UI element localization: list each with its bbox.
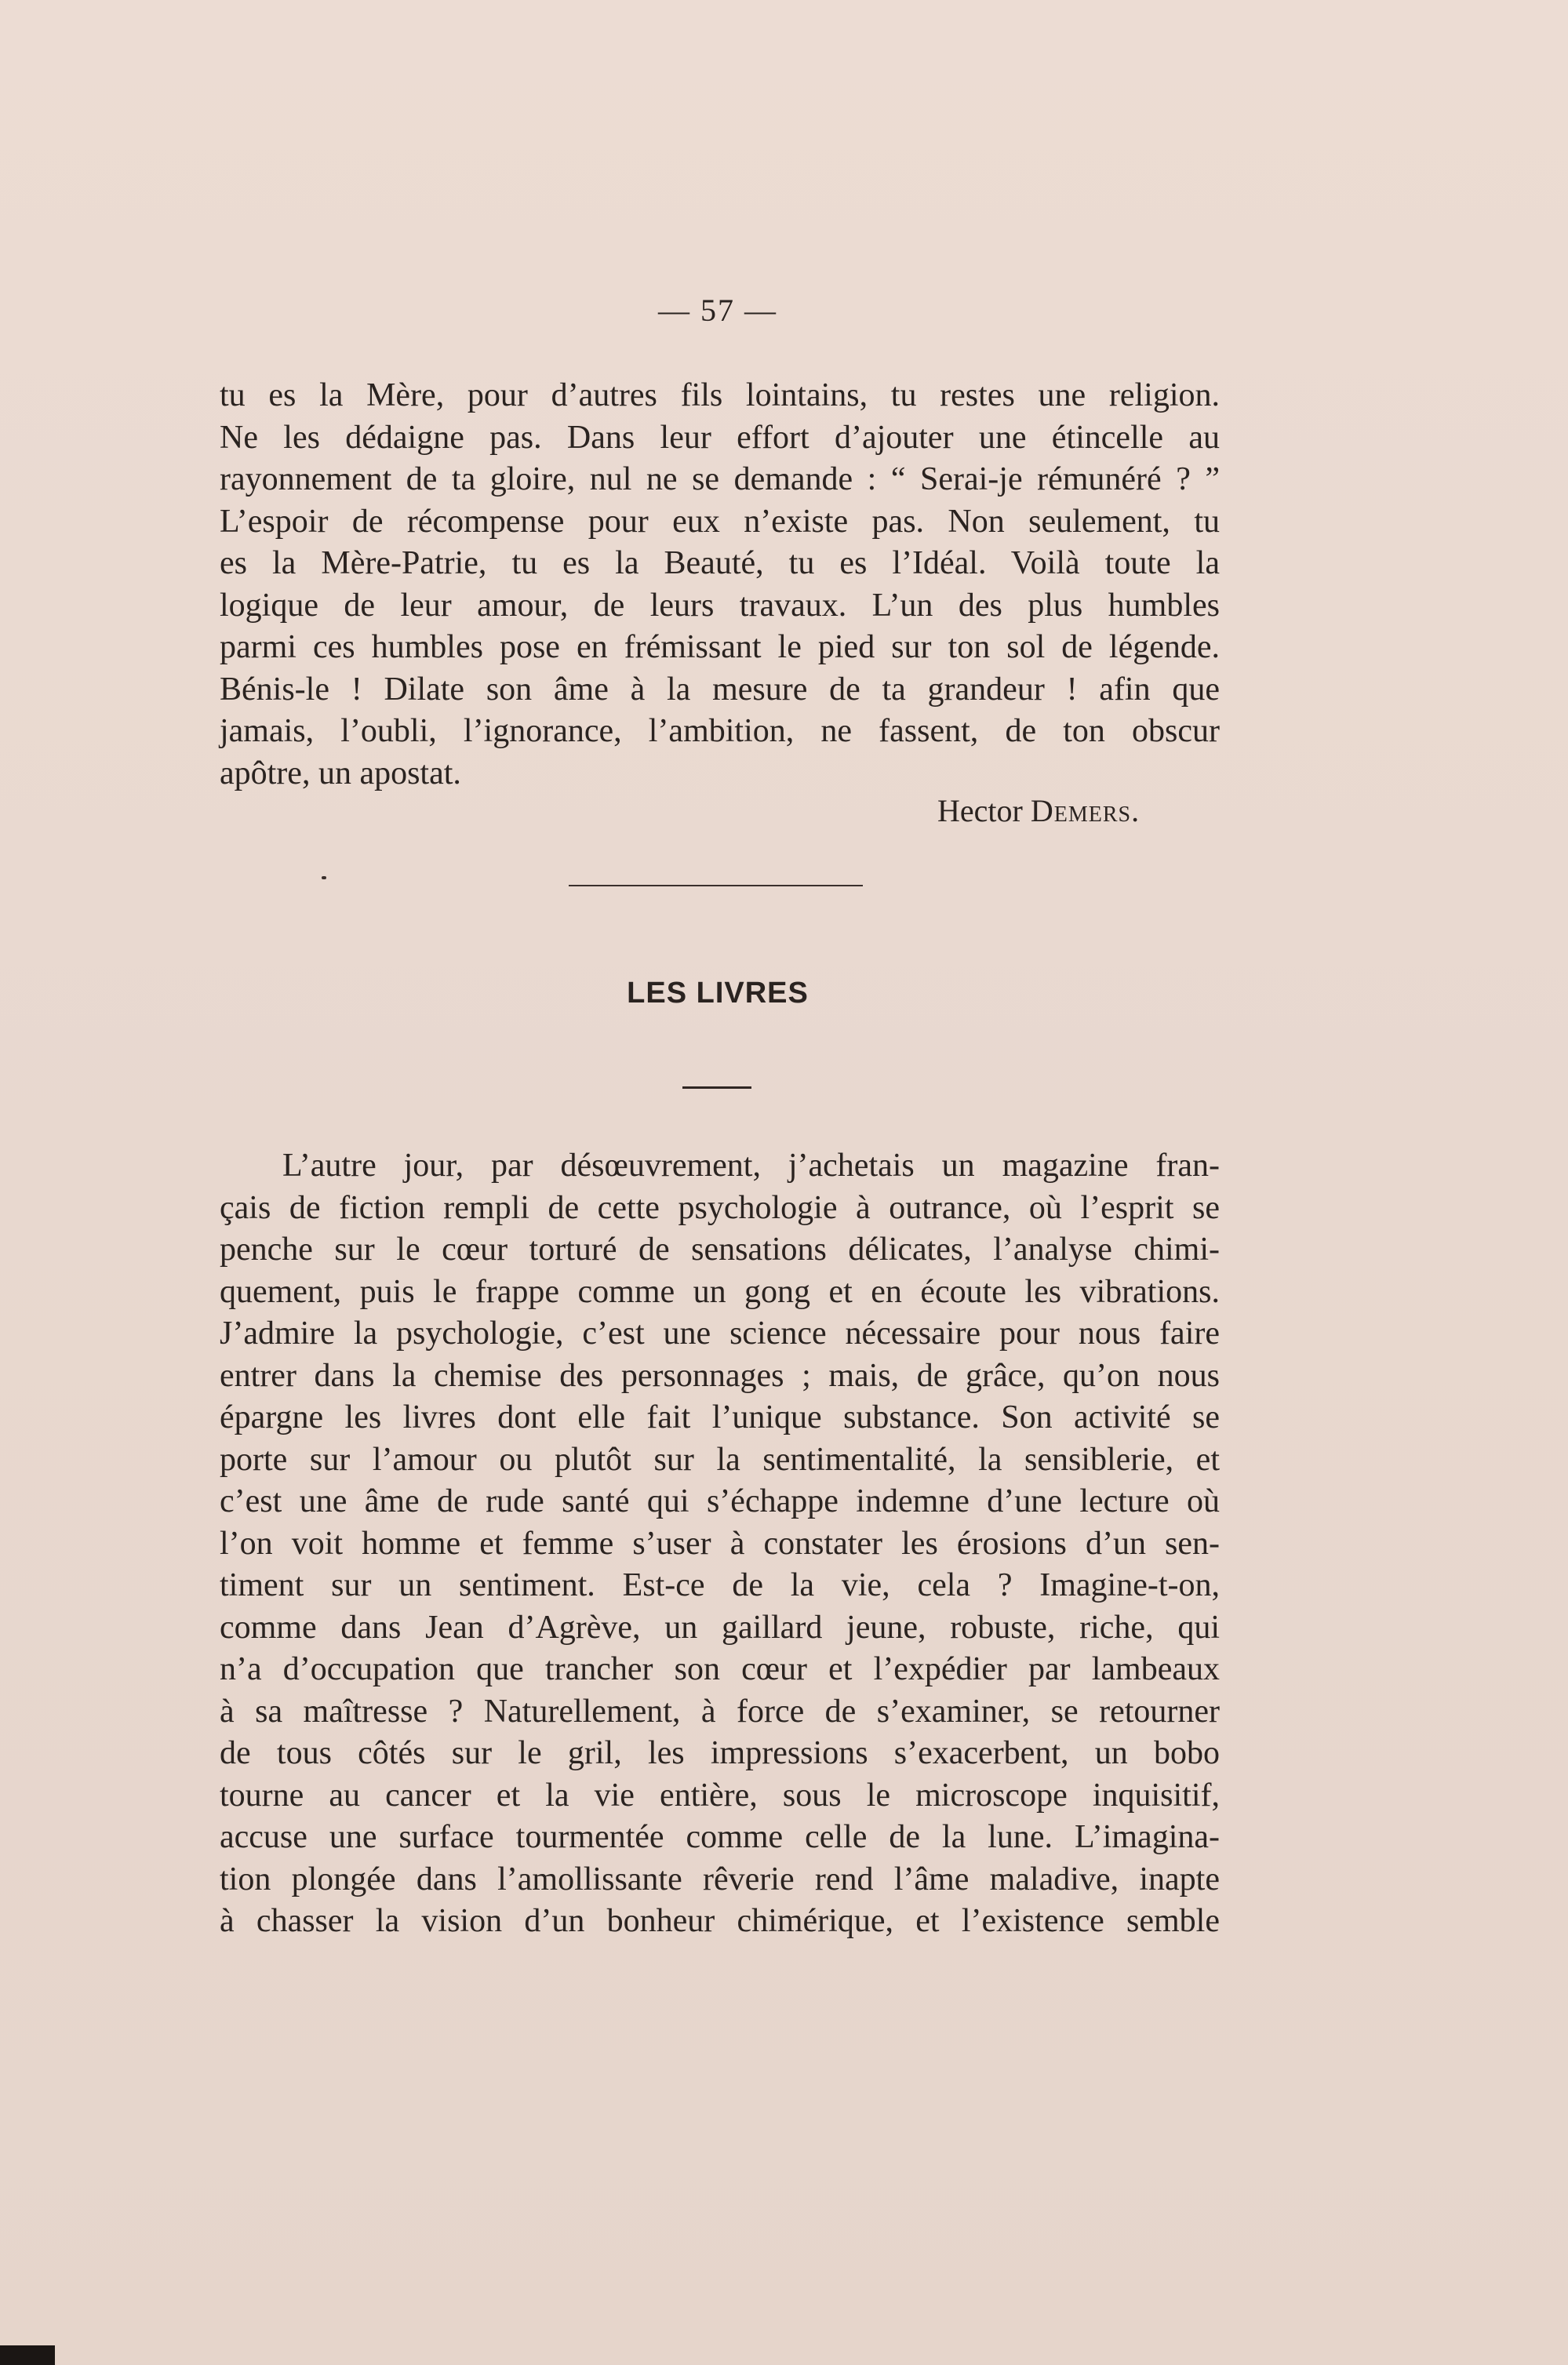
author-first-name: Hector xyxy=(937,793,1023,828)
text-line: porte sur l’amour ou plutôt sur la sentimentalité, la sensiblerie, et xyxy=(220,1441,1220,1478)
text-line: L’autre jour, par désœuvrement, j’achetais un magazine fran- xyxy=(282,1148,1220,1184)
text-line: l’on voit homme et femme s’user à constater les érosions d’un sen- xyxy=(220,1525,1220,1562)
author-last-name: Demers. xyxy=(1030,793,1141,828)
text-line: comme dans Jean d’Agrève, un gaillard jeune, robuste, riche, qui xyxy=(220,1609,1220,1646)
title-underline xyxy=(682,1086,751,1089)
text-line: accuse une surface tourmentée comme celle de la lune. L’imagina- xyxy=(220,1819,1220,1855)
author-signature xyxy=(937,792,1140,829)
text-line: timent sur un sentiment. Est-ce de la vie, cela ? Imagine-t-on, xyxy=(220,1567,1220,1603)
text-line: J’admire la psychologie, c’est une science nécessaire pour nous faire xyxy=(220,1315,1220,1352)
text-line: de tous côtés sur le gril, les impressions s’exacerbent, un bobo xyxy=(220,1735,1220,1771)
ink-speck xyxy=(322,876,326,879)
section-divider xyxy=(569,885,863,886)
text-line: tu es la Mère, pour d’autres fils lointains, tu restes une religion. xyxy=(220,377,1220,413)
first-paragraph xyxy=(220,375,1220,795)
page-number: — 57 — xyxy=(658,293,777,328)
text-line: logique de leur amour, de leurs travaux. L’un des plus humbles xyxy=(220,587,1220,624)
text-line: es la Mère-Patrie, tu es la Beauté, tu es l’Idéal. Voilà toute la xyxy=(220,545,1220,581)
scan-edge-shadow xyxy=(0,2345,55,2365)
text-line: n’a d’occupation que trancher son cœur et l’expédier par lambeaux xyxy=(220,1651,1220,1687)
text-line: épargne les livres dont elle fait l’unique substance. Son activité se xyxy=(220,1399,1220,1435)
text-line: à sa maîtresse ? Naturellement, à force de s’examiner, se retourner xyxy=(220,1693,1220,1730)
text-line: Ne les dédaigne pas. Dans leur effort d’ajouter une étincelle au xyxy=(220,419,1220,456)
text-line: tourne au cancer et la vie entière, sous le microscope inquisitif, xyxy=(220,1777,1220,1814)
text-line: apôtre, un apostat. xyxy=(220,755,461,791)
text-line: quement, puis le frappe comme un gong et en écoute les vibrations. xyxy=(220,1273,1220,1310)
text-line: L’espoir de récompense pour eux n’existe pas. Non seulement, tu xyxy=(220,503,1220,540)
text-line: entrer dans la chemise des personnages ; mais, de grâce, qu’on nous xyxy=(220,1357,1220,1394)
text-line: tion plongée dans l’amollissante rêverie rend l’âme maladive, inapte xyxy=(220,1861,1220,1897)
text-line: à chasser la vision d’un bonheur chimérique, et l’existence semble xyxy=(220,1903,1220,1939)
second-paragraph xyxy=(220,1145,1220,1943)
text-line: Bénis-le ! Dilate son âme à la mesure de ta grandeur ! afin que xyxy=(220,671,1220,708)
text-line: çais de fiction rempli de cette psychologie à outrance, où l’esprit se xyxy=(220,1189,1220,1226)
section-title: LES LIVRES xyxy=(627,977,809,1010)
text-line: rayonnement de ta gloire, nul ne se demande : “ Serai-je rémunéré ? ” xyxy=(220,461,1220,497)
text-line: c’est une âme de rude santé qui s’échappe indemne d’une lecture où xyxy=(220,1483,1220,1519)
text-line: penche sur le cœur torturé de sensations délicates, l’analyse chimi- xyxy=(220,1232,1220,1268)
text-line: jamais, l’oubli, l’ignorance, l’ambition, ne fassent, de ton obscur xyxy=(220,713,1220,749)
text-line: parmi ces humbles pose en frémissant le pied sur ton sol de légende. xyxy=(220,629,1220,665)
